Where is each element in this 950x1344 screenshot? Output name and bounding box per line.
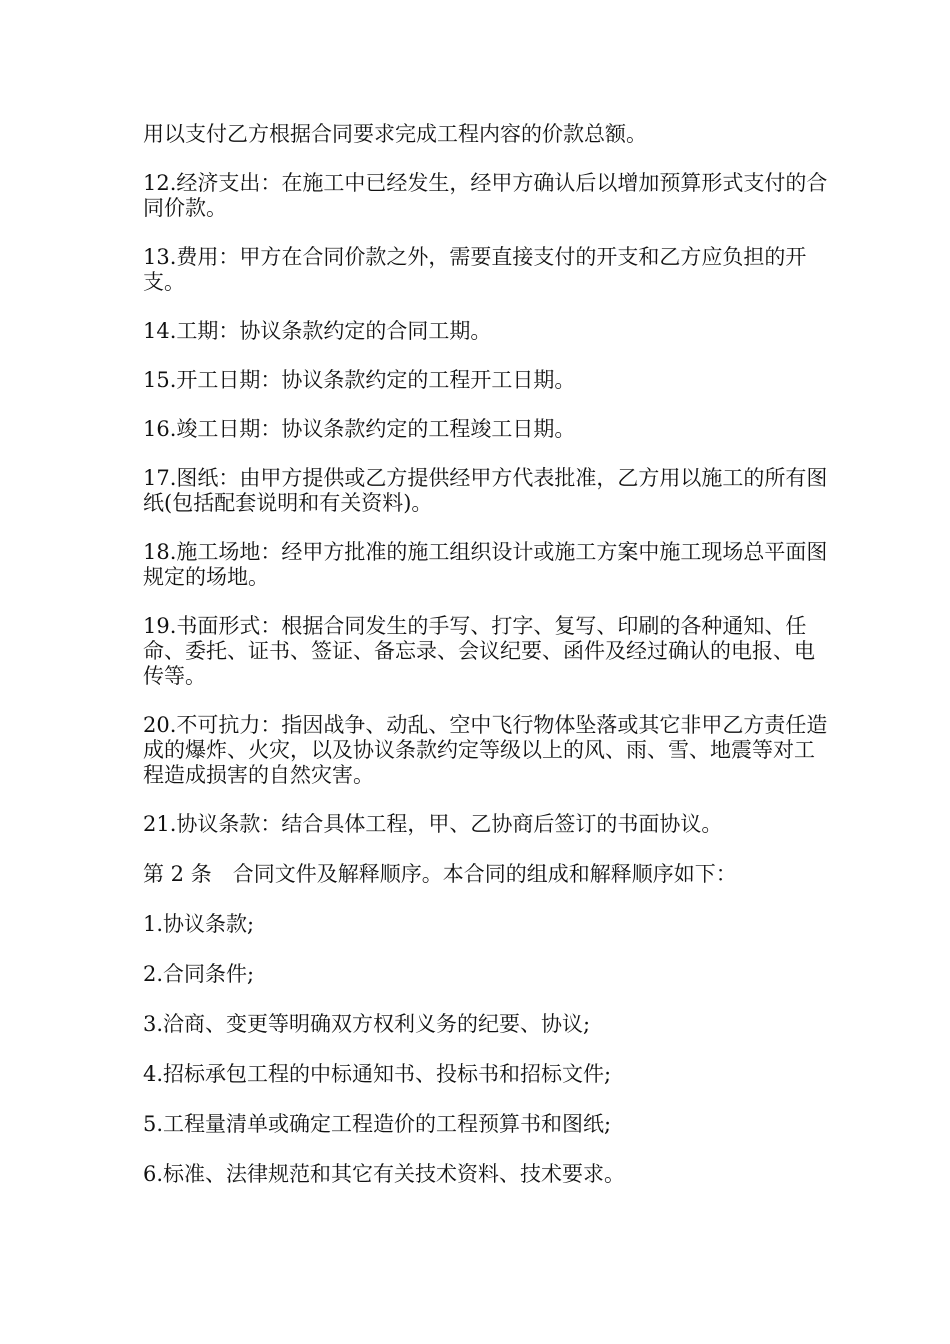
list-item-2: 2.合同条件;: [143, 962, 255, 986]
paragraph-item-12: 12.经济支出：在施工中已经发生，经甲方确认后以增加预算形式支付的合同价款。: [143, 171, 828, 220]
paragraph-item-19: 19.书面形式：根据合同发生的手写、打字、复写、印刷的各种通知、任命、委托、证书、签证、备忘录、会议纪要、函件及经过确认的电报、电传等。: [143, 614, 815, 688]
paragraph-contract-price: 用以支付乙方根据合同要求完成工程内容的价款总额。: [143, 122, 647, 146]
list-item-5: 5.工程量清单或确定工程造价的工程预算书和图纸;: [143, 1112, 612, 1136]
list-item-4: 4.招标承包工程的中标通知书、投标书和招标文件;: [143, 1062, 612, 1086]
article-2-heading: 第 2 条 合同文件及解释顺序。本合同的组成和解释顺序如下：: [143, 862, 737, 886]
paragraph-item-16: 16.竣工日期：协议条款约定的工程竣工日期。: [143, 417, 576, 441]
document-body: [143, 122, 833, 1212]
paragraph-item-18: 18.施工场地：经甲方批准的施工组织设计或施工方案中施工现场总平面图规定的场地。: [143, 540, 828, 589]
paragraph-item-13: 13.费用：甲方在合同价款之外，需要直接支付的开支和乙方应负担的开支。: [143, 245, 807, 294]
paragraph-item-21: 21.协议条款：结合具体工程，甲、乙协商后签订的书面协议。: [143, 812, 723, 836]
paragraph-item-14: 14.工期：协议条款约定的合同工期。: [143, 319, 492, 343]
list-item-3: 3.洽商、变更等明确双方权利义务的纪要、协议;: [143, 1012, 591, 1036]
paragraph-item-17: 17.图纸：由甲方提供或乙方提供经甲方代表批准，乙方用以施工的所有图纸(包括配套说明和有关资料)。: [143, 466, 828, 515]
list-item-1: 1.协议条款;: [143, 912, 255, 936]
paragraph-item-20: 20.不可抗力：指因战争、动乱、空中飞行物体坠落或其它非甲乙方责任造成的爆炸、火灾，以及协议条款约定等级以上的风、雨、雪、地震等对工程造成损害的自然灾害。: [143, 713, 828, 787]
list-item-6: 6.标准、法律规范和其它有关技术资料、技术要求。: [143, 1162, 626, 1186]
paragraph-item-15: 15.开工日期：协议条款约定的工程开工日期。: [143, 368, 576, 392]
